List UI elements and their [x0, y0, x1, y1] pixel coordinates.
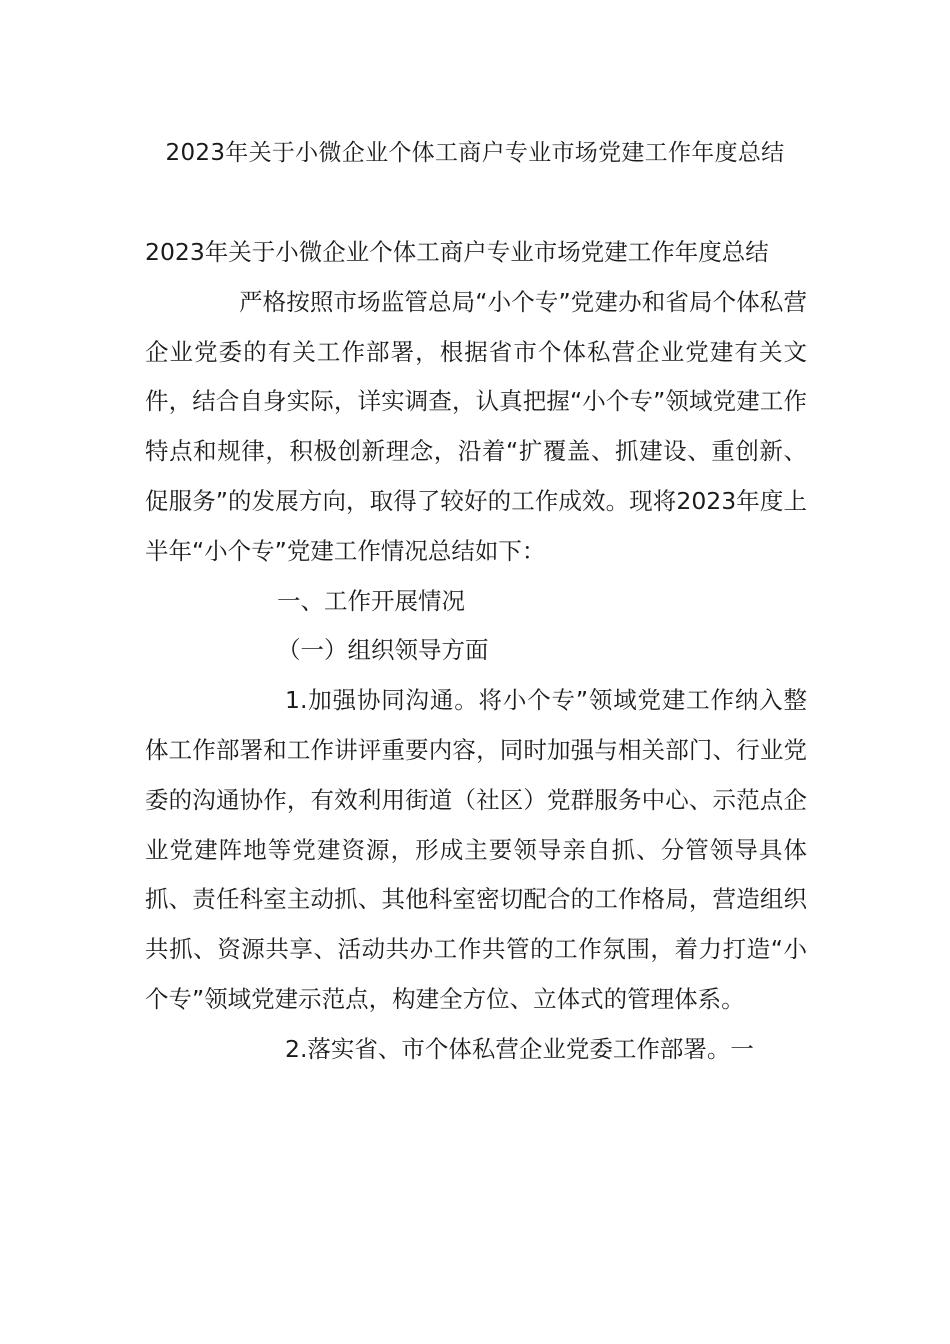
item-paragraph-2: 2.落实省、市个体私营企业党委工作部署。一: [285, 1034, 754, 1063]
section-heading: 一、工作开展情况: [277, 586, 465, 615]
document-title: 2023年关于小微企业个体工商户专业市场党建工作年度总结: [165, 140, 785, 166]
subsection-heading: （一）组织领导方面: [277, 636, 489, 665]
intro-paragraph: 严格按照市场监管总局“小个专”党建办和省局个体私营企业党委的有关工作部署，根据省市个体私营企业党建有关文件，结合自身实际，详实调查，认真把握“小个专”领域党建工作特点和规律，积极创新理念，沿着“扩覆盖、抓建设、重创新、促服务”的发展方向，取得了较好的工作成效。现将2023年度上半年“小个专”党建工作情况总结如下：: [145, 287, 807, 565]
document-subtitle: 2023年关于小微企业个体工商户专业市场党建工作年度总结: [145, 238, 769, 266]
document-body: [145, 228, 807, 1075]
item-paragraph-1: 1.加强协同沟通。将小个专”领域党建工作纳入整体工作部署和工作讲评重要内容，同时加强与相关部门、行业党委的沟通协作，有效利用街道（社区）党群服务中心、示范点企业党建阵地等党建资源，形成主要领导亲自抓、分管领导具体抓、责任科室主动抓、其他科室密切配合的工作格局，营造组织共抓、资源共享、活动共办工作共管的工作氛围，着力打造“小个专”领域党建示范点，构建全方位、立体式的管理体系。: [145, 686, 807, 1013]
